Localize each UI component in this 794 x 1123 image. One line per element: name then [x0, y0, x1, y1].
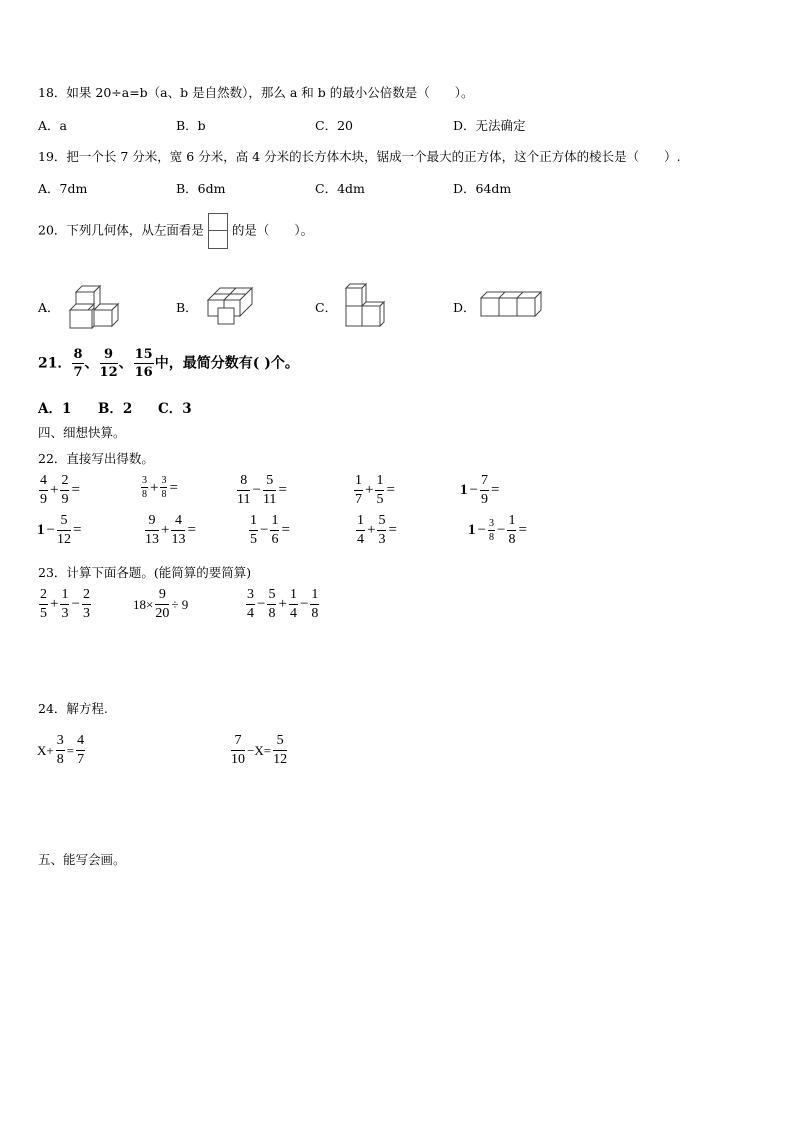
denominator: 12 [99, 365, 118, 380]
numerator: 5 [57, 514, 71, 531]
q21-suffix: 中，最简分数有( )个。 [154, 355, 299, 372]
q23-expression-1 [38, 588, 92, 621]
numerator: 1 [310, 588, 319, 605]
q22-r2-e5 [467, 514, 528, 547]
operator: − [71, 596, 80, 612]
numerator: 1 [249, 514, 258, 531]
q20-option-b: B． [176, 300, 198, 315]
q21-option-a: A．1 [38, 401, 72, 417]
cube-solid-d-figure [478, 290, 546, 318]
q22-r1-e2 [140, 476, 179, 500]
denominator: 3 [82, 606, 90, 621]
equals-sign: = [518, 522, 527, 538]
denominator: 5 [376, 492, 384, 507]
q22-stem: 22．直接写出得数。 [38, 451, 154, 466]
q24-equation-1 [36, 734, 86, 767]
section-4-title: 四、细想快算。 [38, 425, 126, 440]
q20-stem-before: 20．下列几何体，从左面看是 [38, 222, 204, 238]
denominator: 6 [271, 532, 279, 547]
numerator: 5 [263, 474, 276, 491]
numerator: 1 [375, 474, 384, 491]
q22-r2-e2 [144, 514, 197, 547]
q19-option-c: C．4dm [315, 181, 365, 196]
denominator: 3 [378, 532, 386, 547]
q21-stem [38, 348, 299, 379]
operator: − [299, 596, 309, 612]
q21-prefix: 21． [38, 355, 72, 372]
operator: + [50, 596, 59, 612]
q22-r1-e5 [459, 474, 500, 507]
denominator: 9 [40, 492, 47, 507]
q23-stem: 23．计算下面各题。(能简算的要简算) [38, 565, 252, 580]
equals-sign: = [71, 482, 80, 498]
denominator: 8 [56, 752, 64, 767]
operator: − [257, 596, 266, 612]
numerator: 4 [76, 734, 85, 751]
denominator: 8 [311, 606, 319, 621]
numerator: 4 [39, 474, 48, 491]
q22-r1-e4 [353, 474, 396, 507]
operator: + [161, 522, 170, 538]
operator: − [260, 522, 269, 538]
operator: − [477, 522, 486, 538]
q22-r2-e4 [355, 514, 398, 547]
q18-stem: 18．如果 20÷a=b（a、b 是自然数），那么 a 和 b 的最小公倍数是（ ）。 [38, 85, 474, 100]
separator: 、 [118, 355, 133, 372]
numerator: 15 [134, 347, 153, 362]
q22-r2-e3 [248, 514, 291, 547]
equals-sign: = [278, 482, 287, 498]
q20-option-a: A． [38, 300, 60, 315]
equals-sign: = [490, 482, 500, 498]
denominator: 5 [40, 606, 47, 621]
denominator: 9 [61, 492, 69, 507]
numerator: 1 [356, 514, 365, 531]
q21-fraction-3 [134, 348, 154, 379]
equals-sign: = [281, 522, 290, 538]
denominator: 16 [134, 365, 153, 380]
denominator: 5 [250, 532, 257, 547]
q20-stem-after: 的是（ ）。 [231, 222, 314, 238]
cube-solid-a-figure [66, 278, 126, 332]
operator: + [278, 596, 287, 612]
denominator: 11 [237, 492, 251, 507]
operator: + [50, 482, 59, 498]
denominator: 8 [508, 532, 516, 547]
denominator: 13 [171, 532, 186, 547]
q21-fraction-1 [72, 348, 83, 379]
q18-option-d: D．无法确定 [453, 118, 526, 133]
denominator: 13 [145, 532, 159, 547]
denominator: 20 [155, 606, 170, 621]
equals-sign: = [187, 522, 196, 538]
equation-mid: −X= [247, 742, 272, 758]
numerator: 8 [237, 474, 250, 491]
left-view-figure [208, 213, 228, 249]
cube-solid-b-figure [204, 286, 256, 326]
denominator: 10 [231, 752, 245, 767]
numerator: 1 [289, 588, 298, 605]
q19-option-b: B．6dm [176, 181, 226, 196]
denominator: 4 [289, 606, 297, 621]
numerator: 2 [82, 588, 91, 605]
q19-stem: 19．把一个长 7 分米，宽 6 分米，高 4 分米的长方体木块，锯成一个最大的正方体，这个正方体的棱长是（ ）. [38, 149, 681, 164]
operator: + [367, 522, 376, 538]
q18-option-a: A．a [38, 118, 67, 133]
operator: − [496, 522, 506, 538]
numerator: 3 [161, 475, 167, 486]
numerator: 5 [273, 734, 287, 751]
whole-number: 1 [460, 482, 468, 498]
numerator: 8 [73, 347, 83, 362]
numerator: 2 [39, 588, 48, 605]
expression-tail: ÷ 9 [171, 596, 189, 612]
q20-option-d: D． [453, 300, 476, 315]
numerator: 1 [270, 514, 279, 531]
whole-number: 1 [468, 522, 476, 538]
operator: + [150, 479, 159, 496]
equals-sign: = [72, 522, 82, 538]
q22-r1-e3 [236, 474, 288, 507]
whole-number: 1 [37, 522, 45, 538]
operator: − [252, 482, 261, 498]
q23-expression-2 [132, 588, 189, 621]
q20-stem [38, 213, 313, 249]
numerator: 3 [488, 517, 494, 529]
numerator: 2 [60, 474, 69, 491]
denominator: 8 [268, 606, 276, 621]
q18-option-b: B．b [176, 118, 206, 133]
numerator: 1 [60, 588, 69, 605]
q20-option-c: C． [315, 300, 338, 315]
separator: 、 [84, 355, 99, 372]
denominator: 12 [273, 752, 288, 767]
denominator: 4 [247, 606, 254, 621]
numerator: 7 [480, 474, 489, 491]
q21-option-c: C．3 [158, 401, 192, 417]
operator: − [469, 482, 478, 498]
q24-stem: 24．解方程. [38, 701, 108, 716]
operator: + [365, 482, 374, 498]
q18-option-c: C．20 [315, 118, 353, 133]
denominator: 4 [357, 532, 364, 547]
q22-r2-e1 [36, 514, 82, 547]
numerator: 4 [171, 514, 185, 531]
denominator: 9 [480, 492, 488, 507]
section-5-title: 五、能写会画。 [38, 852, 126, 867]
numerator: 9 [145, 514, 159, 531]
denominator: 8 [161, 489, 167, 500]
equals-sign: = [66, 742, 75, 758]
denominator: 12 [56, 532, 71, 547]
numerator: 9 [155, 588, 169, 605]
q23-expression-3 [245, 588, 320, 621]
denominator: 8 [488, 531, 494, 543]
denominator: 8 [142, 489, 147, 500]
operator: − [46, 522, 55, 538]
numerator: 5 [267, 588, 276, 605]
denominator: 7 [77, 752, 85, 767]
denominator: 7 [73, 365, 83, 380]
numerator: 9 [100, 348, 118, 364]
q21-option-b: B．2 [98, 401, 133, 417]
equation-lead: X+ [37, 742, 54, 758]
equals-sign: = [169, 479, 178, 496]
numerator: 7 [231, 734, 245, 751]
cube-solid-c-figure [342, 280, 390, 330]
equals-sign: = [386, 482, 395, 498]
q24-equation-2 [230, 734, 288, 767]
numerator: 1 [507, 514, 516, 531]
q19-option-a: A．7dm [38, 181, 88, 196]
numerator: 5 [377, 514, 386, 531]
numerator: 3 [246, 588, 255, 605]
q21-fraction-2 [100, 348, 118, 379]
q19-option-d: D．64dm [453, 181, 512, 196]
q22-r1-e1 [38, 474, 81, 507]
numerator: 1 [354, 474, 363, 491]
equals-sign: = [388, 522, 397, 538]
denominator: 3 [61, 606, 69, 621]
denominator: 7 [355, 492, 362, 507]
denominator: 11 [262, 492, 277, 507]
numerator: 3 [142, 475, 147, 486]
expression-lead: 18× [133, 596, 154, 612]
numerator: 3 [56, 734, 65, 751]
